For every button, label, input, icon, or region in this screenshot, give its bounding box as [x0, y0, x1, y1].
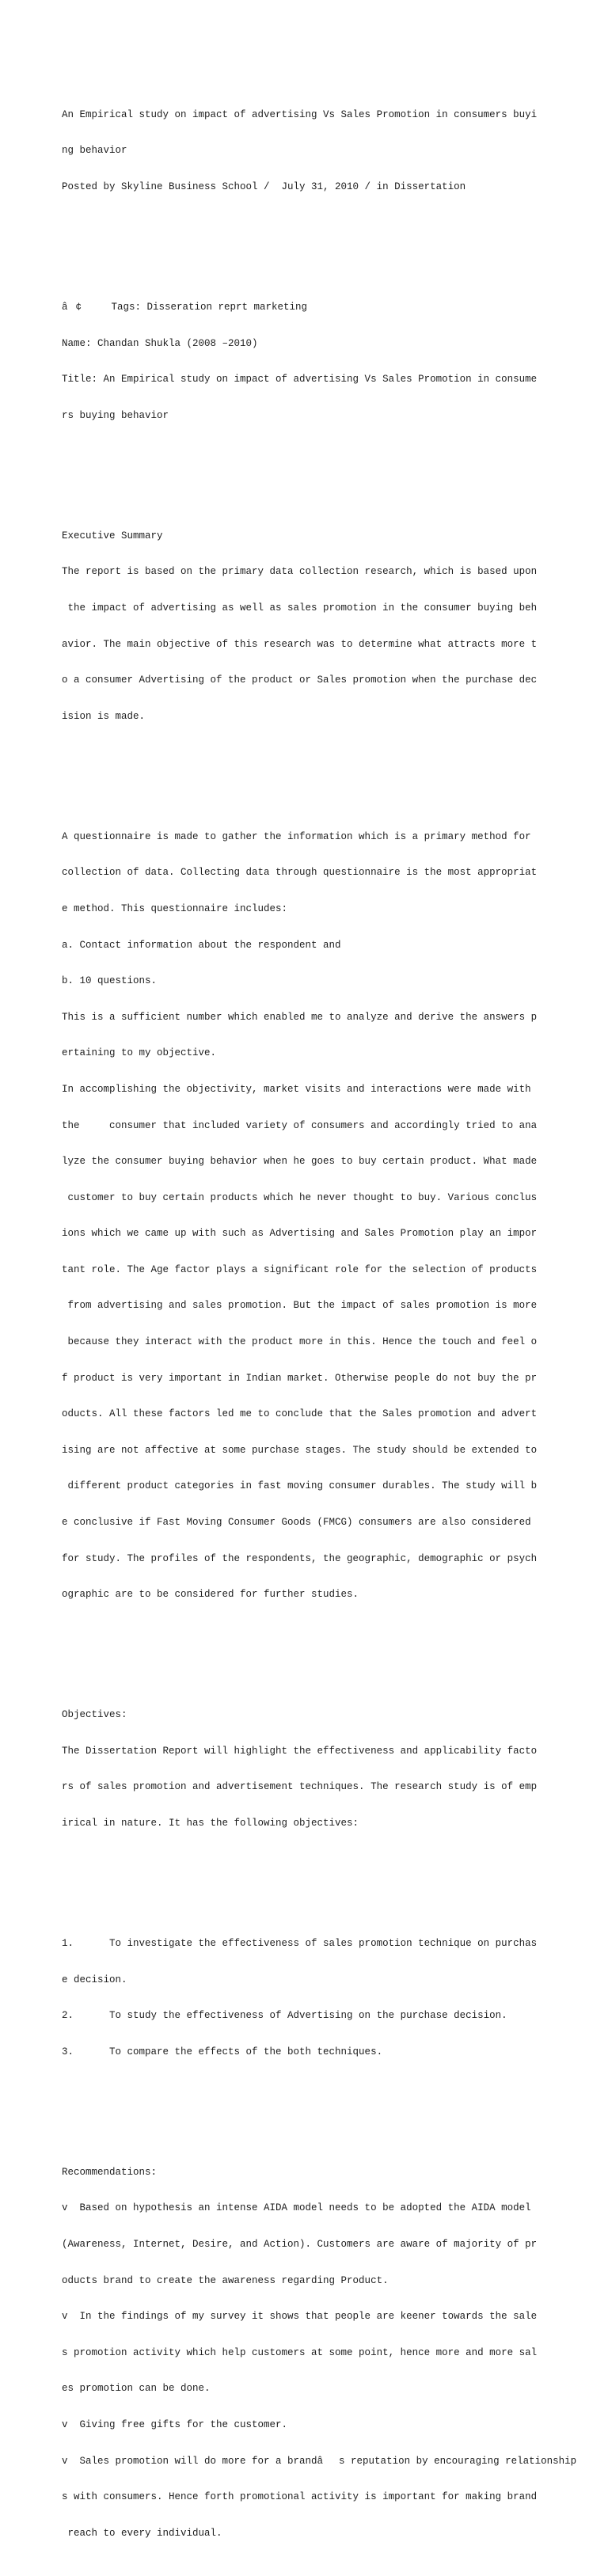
- paragraph-line: o a consumer Advertising of the product or Sales promotion when the purchase dec: [62, 674, 538, 686]
- paragraph-line: f product is very important in Indian market. Otherwise people do not buy the pr: [62, 1372, 538, 1384]
- paragraph-line: b. 10 questions.: [62, 975, 158, 987]
- recommendations-section: [62, 2142, 600, 2563]
- list-item: s promotion activity which help customers at some point, hence more and more sal: [62, 2346, 538, 2358]
- paragraph-line: ision is made.: [62, 710, 146, 722]
- section-heading: Recommendations:: [62, 2166, 158, 2178]
- header-line: ng behavior: [62, 145, 127, 157]
- paragraph-line: irical in nature. It has the following objectives:: [62, 1818, 359, 1829]
- blank-line: [62, 771, 600, 783]
- list-item: (Awareness, Internet, Desire, and Action). Customers are aware of majority of pr: [62, 2238, 538, 2250]
- paragraph-line: from advertising and sales promotion. But the impact of sales promotion is more: [62, 1300, 538, 1312]
- paragraph-line: e conclusive if Fast Moving Consumer Goods (FMCG) consumers are also considered: [62, 1517, 531, 1529]
- objective-list: [62, 1914, 600, 2083]
- blank-line: [62, 470, 600, 482]
- list-item: e decision.: [62, 1974, 127, 1985]
- paragraph-line: In accomplishing the objectivity, market visits and interactions were made with: [62, 1083, 531, 1095]
- list-item: oducts brand to create the awareness regarding Product.: [62, 2274, 389, 2286]
- paragraph-line: A questionnaire is made to gather the information which is a primary method for: [62, 830, 531, 842]
- list-item: reach to every individual.: [62, 2527, 222, 2539]
- paragraph-line: for study. The profiles of the respondents, the geographic, demographic or psych: [62, 1552, 538, 1564]
- list-item: 1. To investigate the effectiveness of sales promotion technique on purchas: [62, 1938, 538, 1949]
- header-line: Posted by Skyline Business School / July 31, 2010 / in Dissertation: [62, 181, 466, 192]
- blank-line: [62, 241, 600, 253]
- document-body: [62, 61, 600, 2576]
- list-item: v Giving free gifts for the customer.: [62, 2418, 288, 2430]
- paragraph-line: ising are not affective at some purchase stages. The study should be extended to: [62, 1444, 538, 1456]
- questionnaire-section: [62, 807, 600, 1624]
- objectives-section: [62, 1685, 600, 1854]
- paragraph-line: because they interact with the product more in this. Hence the touch and feel o: [62, 1336, 538, 1348]
- list-item: v Sales promotion will do more for a brandâs reputation by encouraging relationship: [62, 2455, 577, 2467]
- list-item: 2. To study the effectiveness of Advertising on the purchase decision.: [62, 2010, 507, 2022]
- meta-line: Name: Chandan Shukla (2008 –2010): [62, 337, 258, 349]
- header-line: An Empirical study on impact of advertising Vs Sales Promotion in consumers buyi: [62, 108, 538, 120]
- paragraph-line: different product categories in fast moving consumer durables. The study will b: [62, 1480, 538, 1492]
- blank-line: [62, 2107, 600, 2118]
- paragraph-line: rs of sales promotion and advertisement techniques. The research study is of emp: [62, 1781, 538, 1793]
- document-meta: [62, 278, 600, 446]
- paragraph-line: a. Contact information about the respondent and: [62, 939, 341, 951]
- paragraph-line: tant role. The Age factor plays a significant role for the selection of products: [62, 1263, 538, 1275]
- paragraph-line: the impact of advertising as well as sales promotion in the consumer buying beh: [62, 602, 538, 614]
- paragraph-line: This is a sufficient number which enabled me to analyze and derive the answers p: [62, 1011, 538, 1023]
- paragraph-line: ions which we came up with such as Advertising and Sales Promotion play an impor: [62, 1228, 538, 1240]
- section-heading: Executive Summary: [62, 530, 163, 541]
- paragraph-line: ographic are to be considered for further studies.: [62, 1589, 359, 1601]
- executive-summary-section: [62, 506, 600, 747]
- paragraph-line: ertaining to my objective.: [62, 1047, 217, 1059]
- paragraph-line: the consumer that included variety of consumers and accordingly tried to ana: [62, 1119, 538, 1131]
- paragraph-line: collection of data. Collecting data through questionnaire is the most appropriat: [62, 867, 538, 879]
- blank-line: [62, 1649, 600, 1661]
- paragraph-line: oducts. All these factors led me to conclude that the Sales promotion and advert: [62, 1408, 538, 1420]
- meta-line: Title: An Empirical study on impact of advertising Vs Sales Promotion in consume: [62, 374, 538, 386]
- list-item: 3. To compare the effects of the both techniques.: [62, 2046, 383, 2057]
- meta-line: â¢ Tags: Disseration reprt marketing: [62, 302, 308, 313]
- paragraph-line: The Dissertation Report will highlight the effectiveness and applicability facto: [62, 1745, 538, 1757]
- paragraph-line: lyze the consumer buying behavior when he goes to buy certain product. What made: [62, 1156, 538, 1168]
- section-heading: Objectives:: [62, 1709, 127, 1721]
- blank-line: [62, 1878, 600, 1890]
- list-item: es promotion can be done.: [62, 2383, 211, 2395]
- paragraph-line: The report is based on the primary data collection research, which is based upon: [62, 566, 538, 578]
- list-item: v In the findings of my survey it shows that people are keener towards the sale: [62, 2311, 538, 2323]
- list-item: s with consumers. Hence forth promotional activity is important for making brand: [62, 2491, 538, 2503]
- paragraph-line: avior. The main objective of this research was to determine what attracts more t: [62, 638, 538, 650]
- document-header: [62, 85, 600, 217]
- list-item: v Based on hypothesis an intense AIDA model needs to be adopted the AIDA model: [62, 2202, 531, 2214]
- paragraph-line: customer to buy certain products which he never thought to buy. Various conclus: [62, 1191, 538, 1203]
- meta-line: rs buying behavior: [62, 409, 169, 421]
- paragraph-line: e method. This questionnaire includes:: [62, 902, 288, 914]
